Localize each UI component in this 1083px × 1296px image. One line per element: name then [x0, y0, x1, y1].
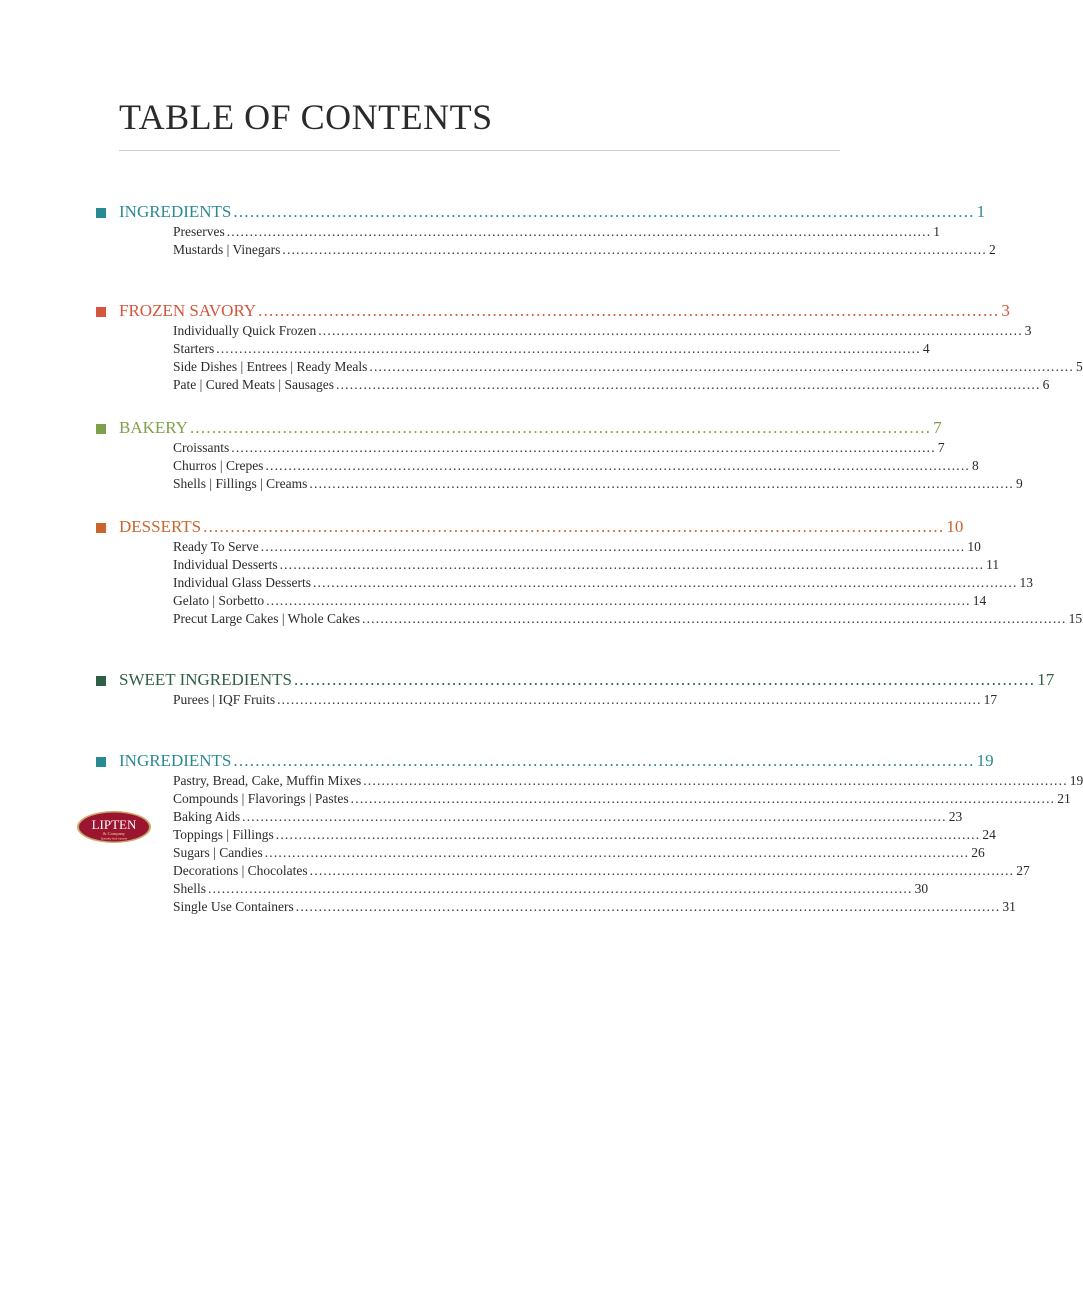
- section-page: 17: [1037, 670, 1055, 689]
- toc-section-frozen-savory: [96, 301, 1083, 395]
- toc-section-ingredients-2: [96, 751, 1083, 917]
- section-header[interactable]: [96, 301, 1010, 323]
- dot-leader: ..........................................................................................................................................................: [318, 323, 1023, 338]
- section-title: FROZEN SAVORY: [119, 301, 257, 320]
- dot-leader: ..........................................................................................................................................................: [260, 539, 966, 554]
- section-page: 1: [976, 202, 986, 221]
- logo-tagline: Specialty food importer: [100, 837, 128, 841]
- toc-item[interactable]: Precut Large Cakes | Whole Cakes .......................................................................................................................................................... 15: [173, 611, 1083, 626]
- square-bullet-icon: [96, 757, 106, 767]
- section-header[interactable]: [96, 418, 942, 440]
- dot-leader: ..........................................................................................................................................................: [363, 773, 1068, 788]
- square-bullet-icon: [96, 208, 106, 218]
- dot-leader: ..........................................................................................................................................................: [242, 809, 947, 824]
- toc-item[interactable]: Individual Desserts .......................................................................................................................................................... 11: [173, 557, 1000, 572]
- toc-item[interactable]: Starters .......................................................................................................................................................... 4: [173, 341, 930, 356]
- dot-leader: ..........................................................................................................................................................: [369, 359, 1074, 374]
- dot-leader: ..........................................................................................................................................................: [264, 845, 970, 860]
- dot-leader: ..........................................................................................................................................................: [266, 593, 971, 608]
- toc-item[interactable]: Single Use Containers .......................................................................................................................................................... 31: [173, 899, 1016, 914]
- toc-item[interactable]: Ready To Serve .......................................................................................................................................................... 10: [173, 539, 981, 554]
- logo-sub: & Company: [102, 831, 126, 836]
- dot-leader: ........................................................................................................................................: [233, 751, 975, 770]
- toc-item[interactable]: Pastry, Bread, Cake, Muffin Mixes .......................................................................................................................................................... 19: [173, 773, 1083, 788]
- page-title: TABLE OF CONTENTS: [119, 97, 493, 137]
- dot-leader: ..........................................................................................................................................................: [226, 224, 932, 239]
- dot-leader: ..........................................................................................................................................................: [309, 476, 1014, 491]
- dot-leader: ........................................................................................................................................: [258, 301, 1000, 320]
- toc-item[interactable]: Croissants .......................................................................................................................................................... 7: [173, 440, 945, 455]
- section-title: INGREDIENTS: [119, 751, 232, 770]
- toc-item[interactable]: Purees | IQF Fruits .......................................................................................................................................................... 17: [173, 692, 998, 707]
- section-header[interactable]: [96, 517, 964, 539]
- toc-item[interactable]: Toppings | Fillings .......................................................................................................................................................... 24: [173, 827, 996, 842]
- dot-leader: ........................................................................................................................................: [233, 202, 975, 221]
- toc-item[interactable]: Decorations | Chocolates .......................................................................................................................................................... 27: [173, 863, 1030, 878]
- dot-leader: ........................................................................................................................................: [189, 418, 932, 437]
- section-title: INGREDIENTS: [119, 202, 232, 221]
- toc-item[interactable]: Individual Glass Desserts .......................................................................................................................................................... 13: [173, 575, 1034, 590]
- dot-leader: ..........................................................................................................................................................: [275, 827, 981, 842]
- toc-section-sweet-ingredients: [96, 670, 1055, 710]
- toc-item[interactable]: Mustards | Vinegars .......................................................................................................................................................... 2: [173, 242, 996, 257]
- toc-section-bakery: [96, 418, 1023, 494]
- toc-item[interactable]: Shells .......................................................................................................................................................... 30: [173, 881, 929, 896]
- title-divider: [119, 150, 840, 151]
- dot-leader: ..........................................................................................................................................................: [277, 692, 982, 707]
- dot-leader: ..........................................................................................................................................................: [336, 377, 1041, 392]
- toc-item[interactable]: Side Dishes | Entrees | Ready Meals .......................................................................................................................................................... 5: [173, 359, 1083, 374]
- dot-leader: ..........................................................................................................................................................: [350, 791, 1056, 806]
- toc-item[interactable]: Gelato | Sorbetto .......................................................................................................................................................... 14: [173, 593, 987, 608]
- section-page: 7: [933, 418, 942, 437]
- square-bullet-icon: [96, 424, 106, 434]
- toc-item[interactable]: Baking Aids .......................................................................................................................................................... 23: [173, 809, 963, 824]
- section-page: 19: [976, 751, 994, 770]
- dot-leader: ........................................................................................................................................: [293, 670, 1036, 689]
- square-bullet-icon: [96, 523, 106, 533]
- section-header[interactable]: [96, 202, 986, 224]
- logo-name: LIPTEN: [91, 817, 137, 832]
- toc-item[interactable]: Preserves .......................................................................................................................................................... 1: [173, 224, 941, 239]
- dot-leader: ..........................................................................................................................................................: [265, 458, 971, 473]
- section-title: SWEET INGREDIENTS: [119, 670, 292, 689]
- section-header[interactable]: [96, 751, 994, 773]
- toc-item[interactable]: Shells | Fillings | Creams .......................................................................................................................................................... 9: [173, 476, 1023, 491]
- toc-section-desserts: [96, 517, 1083, 629]
- lipten-logo: [76, 810, 152, 844]
- toc-item[interactable]: Pate | Cured Meats | Sausages .......................................................................................................................................................... 6: [173, 377, 1050, 392]
- section-title: DESSERTS: [119, 517, 202, 536]
- dot-leader: ........................................................................................................................................: [203, 517, 945, 536]
- section-header[interactable]: [96, 670, 1055, 692]
- dot-leader: ..........................................................................................................................................................: [282, 242, 987, 257]
- square-bullet-icon: [96, 307, 106, 317]
- toc-item[interactable]: Individually Quick Frozen .......................................................................................................................................................... 3: [173, 323, 1032, 338]
- dot-leader: ..........................................................................................................................................................: [295, 899, 1001, 914]
- dot-leader: ..........................................................................................................................................................: [312, 575, 1018, 590]
- square-bullet-icon: [96, 676, 106, 686]
- dot-leader: ..........................................................................................................................................................: [279, 557, 985, 572]
- toc-item[interactable]: Sugars | Candies .......................................................................................................................................................... 26: [173, 845, 985, 860]
- dot-leader: ..........................................................................................................................................................: [208, 881, 913, 896]
- dot-leader: ..........................................................................................................................................................: [231, 440, 936, 455]
- toc-section-ingredients: [96, 202, 996, 260]
- dot-leader: ..........................................................................................................................................................: [362, 611, 1067, 626]
- section-page: 3: [1001, 301, 1010, 320]
- dot-leader: ..........................................................................................................................................................: [216, 341, 921, 356]
- section-title: BAKERY: [119, 418, 188, 437]
- section-page: 10: [946, 517, 964, 536]
- toc-item[interactable]: Compounds | Flavorings | Pastes .......................................................................................................................................................... 21: [173, 791, 1071, 806]
- dot-leader: ..........................................................................................................................................................: [309, 863, 1015, 878]
- toc-item[interactable]: Churros | Crepes .......................................................................................................................................................... 8: [173, 458, 979, 473]
